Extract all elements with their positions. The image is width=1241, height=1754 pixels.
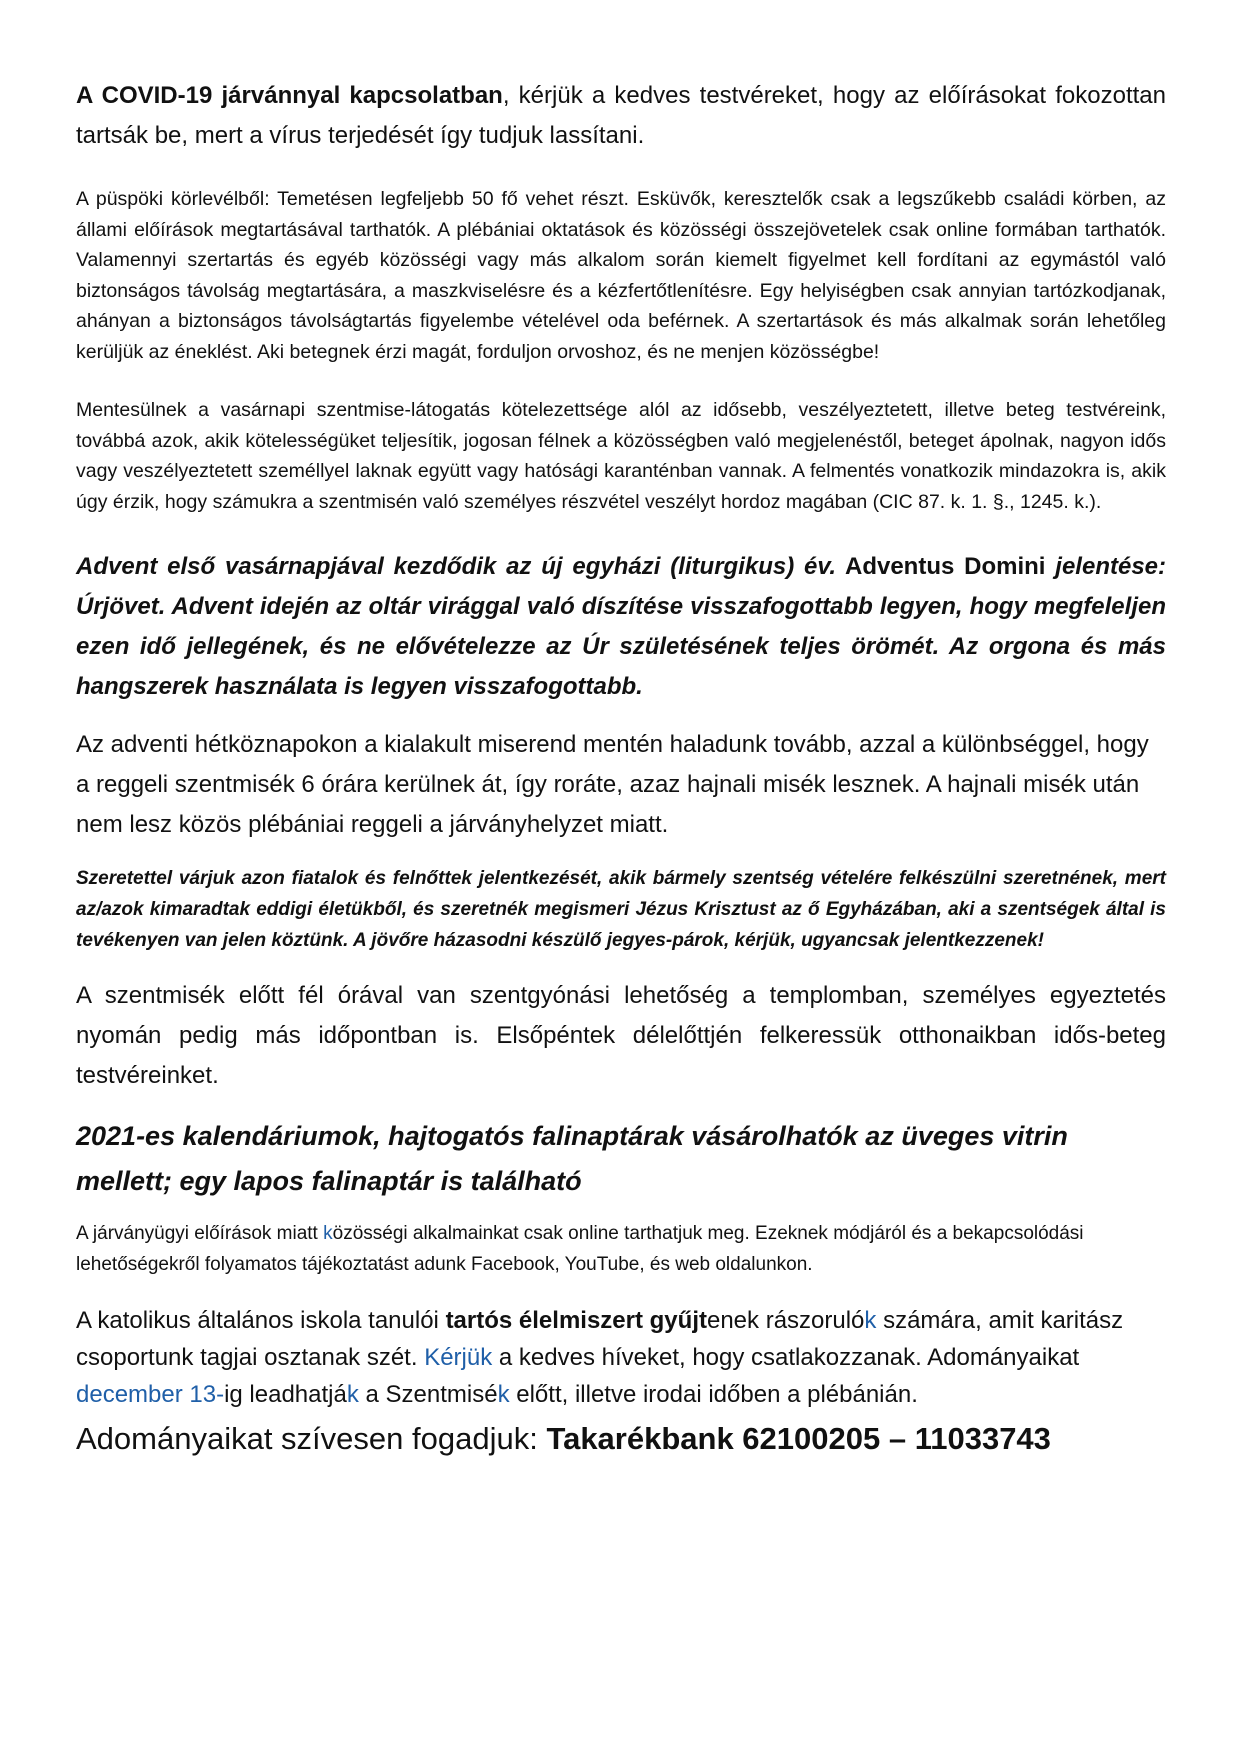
sacrament-invitation-paragraph: Szeretettel várjuk azon fiatalok és felnőttek jelentkezését, akik bármely szentség vételére felkészülni szeretnének, mert az/azok kimaradtak eddigi életükből, és szeretnék megismeri Jézus Krisztust az ő Egyházában, aki a szentségek által is tevékenyen van jelen köztünk. A jövőre házasodni készülő jegyes-párok, kérjük, ugyancsak jelentkezzenek! — [76, 868, 1166, 951]
advent-paragraph — [76, 547, 1166, 707]
food-blue-k1: k — [864, 1307, 877, 1334]
online-text-1: A járványügyi előírások miatt — [76, 1223, 324, 1244]
food-deadline-date: december 13- — [76, 1381, 225, 1408]
food-text-3: számára, amit karitász csoportunk tagjai osztanak szét. — [76, 1307, 1124, 1371]
food-text-7: előtt, illetve irodai időben a plébánián. — [509, 1381, 918, 1408]
calendar-paragraph: 2021-es kalendáriumok, hajtogatós falinaptárak vásárolhatók az üveges vitrin mellett; egy lapos falinaptár is található — [76, 1121, 1068, 1196]
online-text-2: özösségi alkalmainkat csak online tarthatjuk meg. Ezeknek módjáról és a bekapcsolódási lehetőségekről folyamatos tájékoztatást adunk Facebook, YouTube, és web oldalunkon. — [76, 1223, 1084, 1275]
food-blue-k4: k — [497, 1381, 510, 1408]
food-collection-paragraph — [76, 1302, 1166, 1413]
bulletin-page — [76, 76, 1166, 1463]
food-text-2: enek rászoruló — [706, 1307, 865, 1334]
food-bold: tartós élelmiszert gyűjt — [445, 1307, 707, 1334]
adventus-domini: Adventus Domini — [836, 553, 1056, 580]
online-text-blue-k: k — [323, 1223, 333, 1244]
weekday-mass-paragraph: Az adventi hétköznapokon a kialakult miserend mentén haladunk tovább, azzal a különbséggel, hogy a reggeli szentmisék 6 órára kerülnek át, így roráte, azaz hajnali misék lesznek. A hajnali misék után nem lesz közös plébániai reggeli a járványhelyzet miatt. — [76, 731, 1149, 838]
food-text-1: A katolikus általános iskola tanulói — [76, 1307, 446, 1334]
covid-intro-text: , kérjük a kedves testvéreket, hogy az előírásokat fokozottan tartsák be, mert a vírus terjedését így tudjuk lassítani. — [76, 82, 1166, 149]
advent-liturgical-year: Advent első vasárnapjával kezdődik az új egyházi (liturgikus) év. — [76, 553, 837, 580]
covid-intro-paragraph — [76, 76, 1166, 156]
bank-account: Takarékbank 62100205 – 11033743 — [546, 1421, 1051, 1456]
food-blue-kerju: Kérjü — [424, 1344, 481, 1371]
online-events-paragraph — [76, 1218, 1166, 1280]
food-text-5: ig leadhatjá — [224, 1381, 347, 1408]
food-blue-k2: k — [480, 1344, 493, 1371]
food-text-6: a Szentmisé — [358, 1381, 498, 1408]
advent-meaning: jelentése: Úrjövet. Advent idején az oltár virággal való díszítése visszafogottabb legyen, hogy megfeleljen ezen idő jellegének, és ne elővételezze az Úr születésének teljes örömét. Az orgona és más hangszerek használata is legyen visszafogottabb. — [76, 553, 1166, 700]
covid-heading: A COVID-19 járvánnyal kapcsolatban — [76, 82, 503, 109]
donation-text: Adományaikat szívesen fogadjuk: — [76, 1421, 547, 1456]
mass-exemption-paragraph: Mentesülnek a vasárnapi szentmise-látogatás kötelezettsége alól az idősebb, veszélyeztetett, illetve beteg testvéreink, továbbá azok, akik kötelességüket teljesítik, jogosan félnek a közösségben való megjelenéstől, beteget ápolnak, nagyon idős vagy veszélyeztetett személlyel laknak együtt vagy hatósági karanténban vannak. A felmentés vonatkozik mindazokra is, akik úgy érzik, hogy számukra a szentmisén való személyes részvétel veszélyt hordoz magában (CIC 87. k. 1. §., 1245. k.). — [76, 399, 1166, 513]
confession-paragraph: A szentmisék előtt fél órával van szentgyónási lehetőség a templomban, személyes egyeztetés nyomán pedig más időpontban is. Elsőpéntek délelőttjén felkeressük otthonaikban idős-beteg testvéreinket. — [76, 982, 1166, 1089]
food-text-4: a kedves híveket, hogy csatlakozzanak. Adományaikat — [492, 1344, 1080, 1371]
donation-line — [76, 1415, 1166, 1463]
food-blue-k3: k — [346, 1381, 359, 1408]
pastoral-letter-paragraph: A püspöki körlevélből: Temetésen legfeljebb 50 fő vehet részt. Esküvők, keresztelők csak a legszűkebb családi körben, az állami előírások megtartásával tarthatók. A plébániai oktatások és közösségi összejövetelek csak online formában tarthatók. Valamennyi szertartás és egyéb közösségi vagy más alkalom során kiemelt figyelmet kell fordítani az egymástól való biztonságos távolság megtartására, a maszkviselésre és a kézfertőtlenítésre. Egy helyiségben csak annyian tartózkodjanak, ahányan a biztonságos távolságtartás figyelembe vételével oda beférnek. A szertartások és más alkalmak során lehetőleg kerüljük az éneklést. Aki betegnek érzi magát, forduljon orvoshoz, és ne menjen közösségbe! — [76, 188, 1166, 363]
